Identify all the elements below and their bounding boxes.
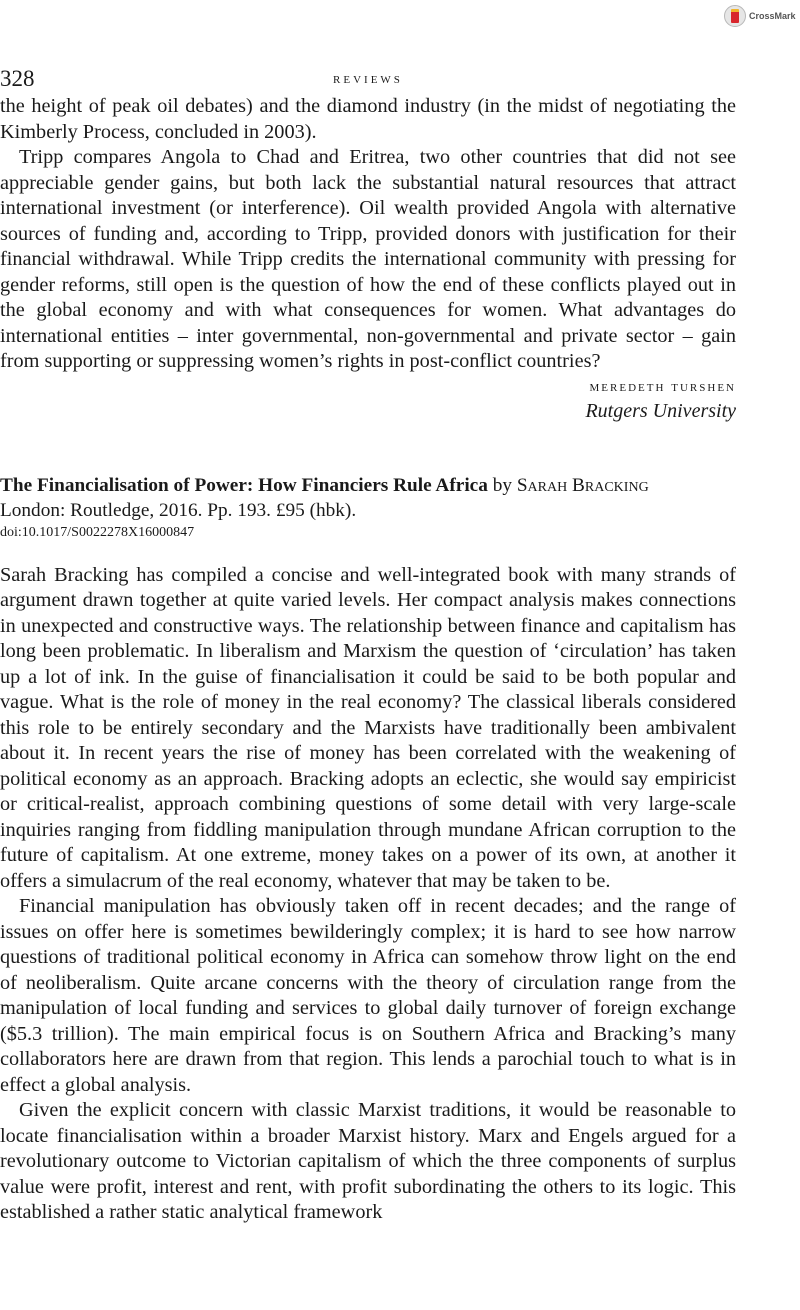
book-title: The Financialisation of Power: How Financiers Rule Africa bbox=[0, 474, 488, 496]
crossmark-icon bbox=[724, 5, 746, 27]
book-author: Sarah Bracking bbox=[516, 474, 649, 496]
review-paragraph: Financial manipulation has obviously taken off in recent decades; and the range of issues on offer here is sometimes bewilderingly complex; it is hard to see how narrow questions of traditional political economy in Africa can somehow throw light on the end of neoliberalism. Quite arcane concerns with the theory of circulation range from the manipulation of local funding and services to global daily turnover of foreign exchange ($5.3 trillion). The main empirical focus is on Southern Africa and Bracking’s many collaborators here are drawn from that region. This lends a parochial touch to what is in effect a global analysis. bbox=[0, 895, 736, 1096]
reviewer-name: meredeth turshen bbox=[589, 377, 736, 395]
review-paragraph: Sarah Bracking has compiled a concise and well-integrated book with many strands of argument drawn together at quite varied levels. Her compact analysis makes connections in unexpected and constructive ways. The relationship between finance and capitalism has long been problematic. In liberalism and Marxism the question of ‘circulation’ has taken up a lot of ink. In the guise of financialisation it could be said to be both popular and vague. What is the role of money in the real economy? The classical liberals considered this role to be entirely secondary and the Marxists have traditionally been ambivalent about it. In recent years the rise of money has been correlated with the weakening of political economy as an approach. Bracking adopts an eclectic, she would say empiricist or critical-realist, approach combining questions of some detail with very large-scale inquiries ranging from fiddling manipulation through mundane African corruption to the future of capitalism. At one extreme, money takes on a power of its own, at another it offers a simulacrum of the real economy, whatever that may be taken to be. bbox=[0, 563, 736, 892]
reviewer-affiliation: Rutgers University bbox=[585, 399, 736, 422]
prev-review-paragraph: Tripp compares Angola to Chad and Eritrea, two other countries that did not see appreciable gender gains, but both lack the substantial natural resources that attract international investment (or interference). Oil wealth provided Angola with alternative sources of funding and, according to Tripp, provided donors with justification for their financial withdrawal. While Tripp credits the international community with pressing for gender reforms, still open is the question of how the end of these conflicts played out in the global economy and with what consequences for women. What advantages do international entities – inter governmental, non-governmental and private sector – gain from supporting or suppressing women’s rights in post-conflict countries? bbox=[0, 146, 736, 372]
prev-review-paragraph: the height of peak oil debates) and the diamond industry (in the midst of negotiating the Kimberly Process, concluded in 2003). bbox=[0, 95, 736, 143]
crossmark-badge[interactable] bbox=[724, 2, 800, 30]
crossmark-label: CrossMark bbox=[749, 11, 796, 21]
publication-details: London: Routledge, 2016. Pp. 193. £95 (hbk). bbox=[0, 499, 357, 521]
review-heading bbox=[0, 473, 736, 498]
page-number: 328 bbox=[0, 66, 35, 91]
review-paragraph: Given the explicit concern with classic Marxist traditions, it would be reasonable to locate financialisation within a broader Marxist history. Marx and Engels argued for a revolutionary outcome to Victorian capitalism of which the three components of surplus value were profit, interest and rent, with profit subordinating the others to its logic. This established a rather static analytical framework bbox=[0, 1099, 736, 1223]
running-head bbox=[0, 64, 736, 94]
doi-link[interactable]: doi:10.1017/S0022278X16000847 bbox=[0, 524, 195, 540]
running-title: reviews bbox=[333, 70, 403, 87]
by-word: by bbox=[492, 474, 512, 496]
page bbox=[0, 64, 736, 1226]
